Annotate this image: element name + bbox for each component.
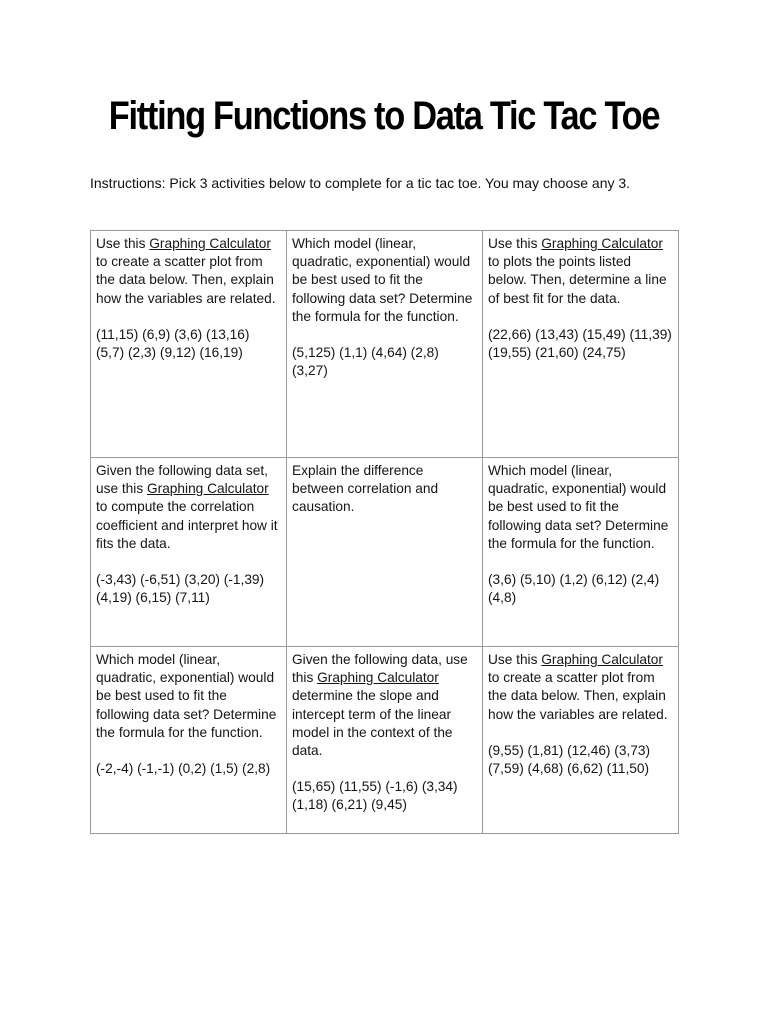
grid-cell <box>287 647 483 834</box>
cell-data: (9,55) (1,81) (12,46) (3,73) (7,59) (4,68) (6,62) (11,50) <box>488 742 651 777</box>
cell-prompt: Given the following data set, use this Graphing Calculator to compute the correlation coefficient and interpret how it fits the data. <box>96 463 278 551</box>
graphing-calculator-link[interactable]: Graphing Calculator <box>541 236 663 251</box>
grid-row <box>91 231 679 458</box>
cell-data: (3,6) (5,10) (1,2) (6,12) (2,4) (4,8) <box>488 572 660 606</box>
cell-prompt: Which model (linear, quadratic, exponential) would be best used to fit the following data set? Determine the formula for the function. <box>488 463 669 551</box>
instructions-text: Instructions: Pick 3 activities below to complete for a tic tac toe. You may choose any 3. <box>90 175 631 191</box>
cell-prompt: Use this Graphing Calculator to create a scatter plot from the data below. Then, explain how the variables are related. <box>488 652 668 722</box>
page-title: Fitting Functions to Data Tic Tac Toe <box>108 94 660 138</box>
grid-cell <box>483 647 679 834</box>
grid-cell <box>483 231 679 458</box>
grid-cell <box>483 458 679 647</box>
cell-prompt: Use this Graphing Calculator to create a scatter plot from the data below. Then, explain how the variables are related. <box>96 236 276 306</box>
grid-row <box>91 458 679 647</box>
cell-data: (22,66) (13,43) (15,49) (11,39) (19,55) (21,60) (24,75) <box>488 326 672 361</box>
cell-prompt: Which model (linear, quadratic, exponential) would be best used to fit the following data set? Determine the formula for the function. <box>96 652 277 740</box>
graphing-calculator-link[interactable]: Graphing Calculator <box>317 670 439 686</box>
grid-cell <box>91 231 287 458</box>
cell-prompt: Use this Graphing Calculator to plots the points listed below. Then, determine a line of best fit for the data. <box>488 236 667 306</box>
cell-data: (15,65) (11,55) (-1,6) (3,34) (1,18) (6,21) (9,45) <box>292 779 458 813</box>
grid-cell <box>287 458 483 647</box>
grid-cell <box>91 647 287 834</box>
cell-data: (5,125) (1,1) (4,64) (2,8) (3,27) <box>292 345 439 379</box>
graphing-calculator-link[interactable]: Graphing Calculator <box>541 652 663 667</box>
cell-data: (-2,-4) (-1,-1) (0,2) (1,5) (2,8) <box>96 761 271 777</box>
grid-row <box>91 647 679 834</box>
cell-prompt: Which model (linear, quadratic, exponential) would be best used to fit the following data set? Determine the formula for the function. <box>292 236 473 324</box>
grid-cell <box>287 231 483 458</box>
cell-data: (11,15) (6,9) (3,6) (13,16) (5,7) (2,3) (9,12) (16,19) <box>96 326 250 361</box>
cell-data: (-3,43) (-6,51) (3,20) (-1,39) (4,19) (6,15) (7,11) <box>96 572 265 606</box>
cell-prompt: Explain the difference between correlation and causation. <box>292 463 439 515</box>
graphing-calculator-link[interactable]: Graphing Calculator <box>146 481 269 497</box>
cell-prompt: Given the following data, use this Graphing Calculator determine the slope and intercept term of the linear model in the context of the data. <box>292 652 468 759</box>
grid-cell <box>91 458 287 647</box>
graphing-calculator-link[interactable]: Graphing Calculator <box>149 236 271 251</box>
tic-tac-toe-grid <box>90 230 679 834</box>
